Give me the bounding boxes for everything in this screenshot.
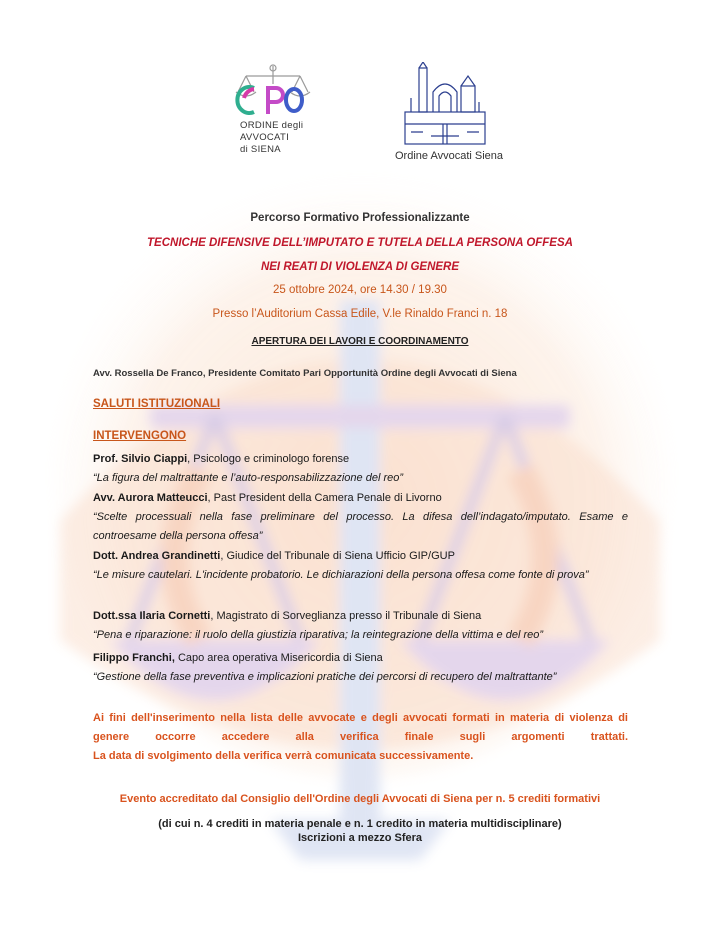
- speaker-talk-title: “Gestione della fase preventiva e implicazioni pratiche dei percorsi di recupero del maltrattante”: [93, 671, 557, 683]
- opening-heading: APERTURA DEI LAVORI E COORDINAMENTO: [251, 336, 469, 347]
- notice-line: Ai fini dell'inserimento nella lista delle avvocate e degli avvocati formati in materia di violenza di: [93, 712, 628, 724]
- speaker-entry: [93, 649, 628, 687]
- notice-line: genere occorre accedere alla verifica finale sugli argomenti trattati.: [93, 731, 628, 743]
- coordinator-line: Avv. Rossella De Franco, Presidente Comitato Pari Opportunità Ordine degli Avvocati di Siena: [93, 368, 517, 379]
- speaker-name: Avv. Aurora Matteucci: [93, 492, 208, 504]
- speaker-name: Prof. Silvio Ciappi: [93, 453, 188, 465]
- intervengono-heading: INTERVENGONO: [93, 430, 187, 442]
- siena-logo-caption: Ordine Avvocati Siena: [394, 150, 504, 162]
- event-title-line2: NEI REATI DI VIOLENZA DI GENERE: [260, 261, 460, 273]
- cpo-logo-caption: [240, 120, 303, 156]
- speaker-entry: [93, 450, 628, 488]
- cpo-caption-line: ORDINE degli: [240, 120, 304, 131]
- speaker-talk-title: “Le misure cautelari. L'incidente probatorio. Le dichiarazioni della persona offesa come fonte di prova”: [93, 569, 589, 581]
- cpo-caption-line: AVVOCATI: [240, 132, 290, 143]
- registration-line: Iscrizioni a mezzo Sfera: [297, 832, 423, 844]
- saluti-heading: SALUTI ISTITUZIONALI: [93, 398, 221, 410]
- notice-line: La data di svolgimento della verifica verrà comunicata successivamente.: [93, 750, 474, 762]
- speaker-role: , Psicologo e criminologo forense: [187, 453, 350, 465]
- speaker-talk-title: “La figura del maltrattante e l’auto-responsabilizzazione del reo”: [93, 472, 404, 484]
- speaker-entry: [93, 547, 628, 585]
- speaker-name: Dott. Andrea Grandinetti: [93, 550, 221, 562]
- event-title-line1: TECNICHE DIFENSIVE DELL’IMPUTATO E TUTELA DELLA PERSONA OFFESA: [147, 237, 573, 249]
- accreditation-line: Evento accreditato dal Consiglio dell'Ordine degli Avvocati di Siena per n. 5 crediti formativi: [119, 793, 601, 805]
- speaker-name: Filippo Franchi,: [93, 652, 175, 664]
- cpo-caption-line: di SIENA: [240, 144, 281, 155]
- credits-detail: (di cui n. 4 crediti in materia penale e n. 1 credito in materia multidisciplinare): [158, 818, 562, 830]
- verification-notice: [93, 709, 628, 766]
- event-date: 25 ottobre 2024, ore 14.30 / 19.30: [273, 284, 447, 296]
- event-venue: Presso l’Auditorium Cassa Edile, V.le Rinaldo Franci n. 18: [212, 308, 508, 320]
- speaker-role: , Magistrato di Sorveglianza presso il Tribunale di Siena: [210, 610, 482, 622]
- speaker-entry: [93, 489, 628, 546]
- speaker-role: , Past President della Camera Penale di Livorno: [207, 492, 442, 504]
- siena-cathedral-icon: [403, 62, 487, 146]
- speaker-talk-title: “Pena e riparazione: il ruolo della giustizia riparativa; la reintegrazione della vittima e del reo”: [93, 629, 544, 641]
- speaker-role: Capo area operativa Misericordia di Siena: [174, 652, 383, 664]
- speaker-name: Dott.ssa Ilaria Cornetti: [93, 610, 211, 622]
- speaker-entry: [93, 607, 628, 645]
- speaker-role: , Giudice del Tribunale di Siena Ufficio GIP/GUP: [220, 550, 455, 562]
- course-subtitle: Percorso Formativo Professionalizzante: [250, 212, 470, 224]
- speaker-talk-title: “Scelte processuali nella fase preliminare del processo. La difesa dell’indagato/imputato. Esame e controesame della persona offesa”: [93, 511, 628, 542]
